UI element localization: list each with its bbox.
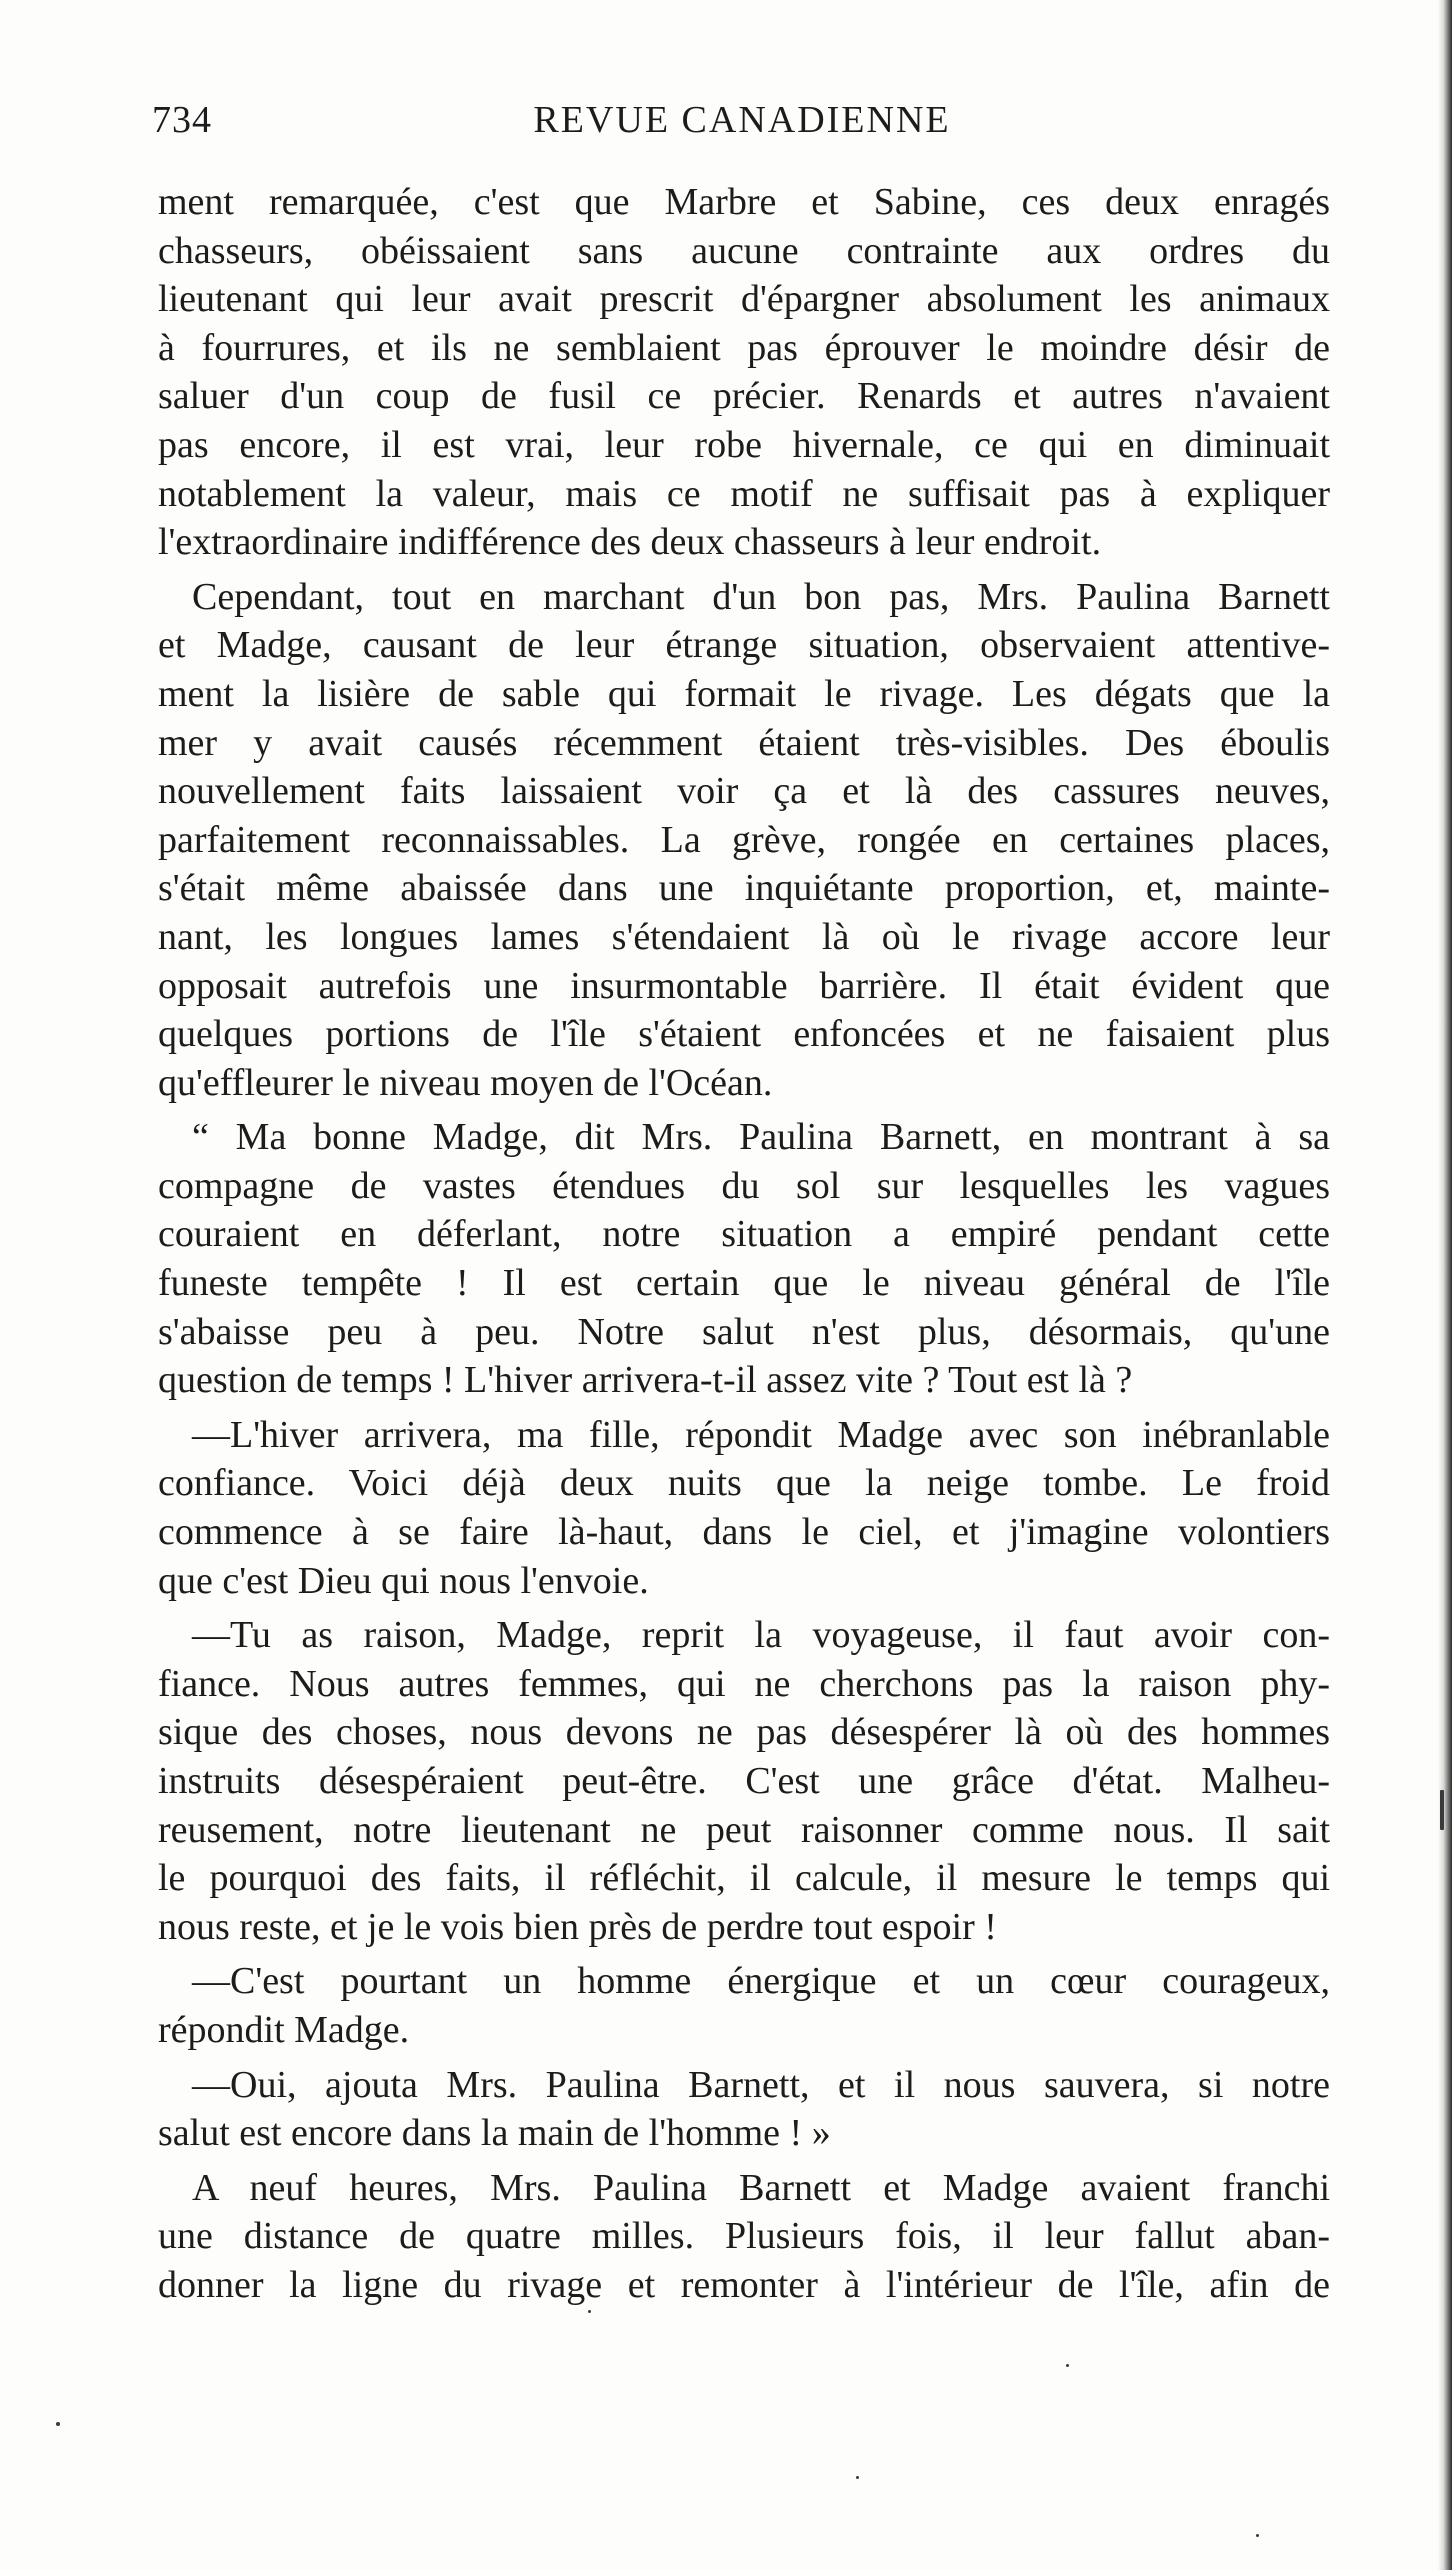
page-binding-edge <box>1438 0 1452 2570</box>
text-line: pas encore, il est vrai, leur robe hivernale, ce qui en diminuait <box>158 423 1330 466</box>
body-text <box>158 178 1330 2316</box>
paragraph <box>158 1411 1330 1605</box>
text-line: une distance de quatre milles. Plusieurs fois, il leur fallut aban- <box>158 2215 1330 2258</box>
text-line: à fourrures, et ils ne semblaient pas éprouver le moindre désir de <box>158 326 1330 369</box>
text-line: mer y avait causés récemment étaient très-visibles. Des éboulis <box>158 721 1330 764</box>
text-line: lieutenant qui leur avait prescrit d'épargner absolument les animaux <box>158 278 1330 321</box>
text-line: confiance. Voici déjà deux nuits que la neige tombe. Le froid <box>158 1462 1330 1505</box>
text-line: s'abaisse peu à peu. Notre salut n'est plus, désormais, qu'une <box>158 1310 1330 1353</box>
paragraph <box>158 1611 1330 1951</box>
text-line: fiance. Nous autres femmes, qui ne cherchons pas la raison phy- <box>158 1662 1330 1705</box>
scan-speck <box>856 2476 859 2479</box>
page-header <box>152 98 1332 148</box>
paragraph <box>158 1957 1330 2054</box>
paragraph <box>158 178 1330 567</box>
text-line: qu'effleurer le niveau moyen de l'Océan. <box>158 1061 773 1104</box>
text-line: —C'est pourtant un homme énergique et un cœur courageux, <box>192 1960 1330 2003</box>
text-line: et Madge, causant de leur étrange situation, observaient attentive- <box>158 624 1330 667</box>
scan-speck <box>1066 2364 1069 2367</box>
text-line: quelques portions de l'île s'étaient enfoncées et ne faisaient plus <box>158 1013 1330 1056</box>
text-line: question de temps ! L'hiver arrivera-t-il assez vite ? Tout est là ? <box>158 1359 1133 1402</box>
text-line: instruits désespéraient peut-être. C'est une grâce d'état. Malheu- <box>158 1760 1330 1802</box>
text-line: ment remarquée, c'est que Marbre et Sabine, ces deux enragés <box>158 181 1330 223</box>
text-line: —L'hiver arrivera, ma fille, répondit Madge avec son inébranlable <box>192 1413 1330 1456</box>
text-line: le pourquoi des faits, il réfléchit, il calcule, il mesure le temps qui <box>158 1857 1330 1900</box>
text-line: “ Ma bonne Madge, dit Mrs. Paulina Barnett, en montrant à sa <box>192 1116 1330 1159</box>
text-line: s'était même abaissée dans une inquiétante proportion, et, mainte- <box>158 867 1330 910</box>
text-line: chasseurs, obéissaient sans aucune contrainte aux ordres du <box>158 229 1330 272</box>
text-line: nant, les longues lames s'étendaient là où le rivage accore leur <box>158 915 1330 958</box>
text-line: répondit Madge. <box>158 2008 410 2051</box>
text-line: salut est encore dans la main de l'homme ! » <box>158 2112 831 2155</box>
text-line: A neuf heures, Mrs. Paulina Barnett et Madge avaient franchi <box>192 2166 1330 2209</box>
text-line: funeste tempête ! Il est certain que le niveau général de l'île <box>158 1262 1330 1305</box>
scan-speck <box>1440 1790 1444 1830</box>
text-line: —Tu as raison, Madge, reprit la voyageuse, il faut avoir con- <box>192 1614 1330 1657</box>
scan-speck <box>588 2310 591 2313</box>
text-line: ment la lisière de sable qui formait le rivage. Les dégats que la <box>158 672 1330 715</box>
page-number: 734 <box>152 99 212 141</box>
text-line: saluer d'un coup de fusil ce précier. Renards et autres n'avaient <box>158 375 1330 418</box>
text-line: que c'est Dieu qui nous l'envoie. <box>158 1559 649 1602</box>
text-line: donner la ligne du rivage et remonter à l'intérieur de l'île, afin de <box>158 2263 1330 2306</box>
text-line: Cependant, tout en marchant d'un bon pas, Mrs. Paulina Barnett <box>192 575 1330 618</box>
paragraph <box>158 2164 1330 2310</box>
text-line: l'extraordinaire indifférence des deux chasseurs à leur endroit. <box>158 521 1102 564</box>
text-line: nous reste, et je le vois bien près de perdre tout espoir ! <box>158 1905 997 1948</box>
paragraph <box>158 573 1330 1108</box>
text-line: commence à se faire là-haut, dans le ciel, et j'imagine volontiers <box>158 1511 1330 1554</box>
text-line: reusement, notre lieutenant ne peut raisonner comme nous. Il sait <box>158 1808 1330 1851</box>
text-line: —Oui, ajouta Mrs. Paulina Barnett, et il nous sauvera, si notre <box>192 2063 1330 2106</box>
running-title: REVUE CANADIENNE <box>533 99 951 141</box>
text-line: notablement la valeur, mais ce motif ne suffisait pas à expliquer <box>158 472 1330 515</box>
scan-speck <box>1256 2534 1259 2537</box>
text-line: parfaitement reconnaissables. La grève, rongée en certaines places, <box>158 818 1330 861</box>
scan-speck <box>56 2422 60 2426</box>
text-line: sique des choses, nous devons ne pas désespérer là où des hommes <box>158 1711 1330 1754</box>
paragraph <box>158 2061 1330 2158</box>
text-line: couraient en déferlant, notre situation a empiré pendant cette <box>158 1213 1330 1256</box>
text-line: nouvellement faits laissaient voir ça et là des cassures neuves, <box>158 770 1330 813</box>
text-line: opposait autrefois une insurmontable barrière. Il était évident que <box>158 964 1330 1007</box>
text-line: compagne de vastes étendues du sol sur lesquelles les vagues <box>158 1164 1330 1207</box>
paragraph <box>158 1113 1330 1405</box>
